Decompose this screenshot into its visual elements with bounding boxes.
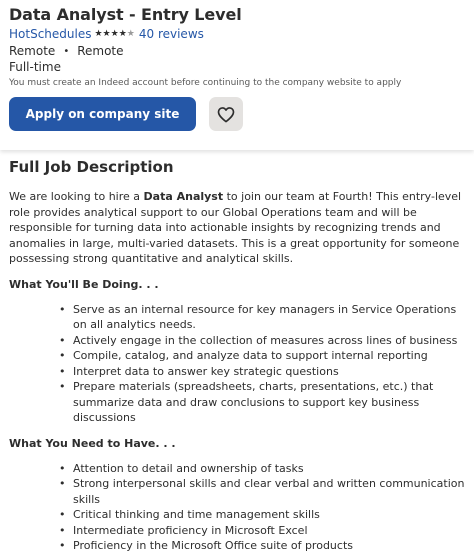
list-item: • Interpret data to answer key strategic questions: [59, 364, 467, 380]
star-icon: ★: [118, 29, 127, 39]
doing-heading: What You'll Be Doing. . .: [9, 277, 159, 291]
star-icon: ★: [94, 29, 103, 39]
apply-on-company-site-button[interactable]: Apply on company site: [9, 97, 196, 131]
location-primary: Remote: [9, 44, 56, 58]
reviews-link[interactable]: 40 reviews: [138, 27, 204, 41]
list-item: • Attention to detail and ownership of tasks: [59, 461, 467, 477]
heart-icon: [217, 106, 235, 123]
list-item: • Serve as an internal resource for key managers in Service Operations on all analytics needs.: [59, 302, 467, 333]
need-heading: What You Need to Have. . .: [9, 436, 176, 450]
list-item: • Proficiency in the Microsoft Office suite of products: [59, 538, 467, 554]
intro-text-start: We are looking to hire a: [9, 190, 144, 203]
company-row: [9, 27, 204, 41]
description-heading: Full Job Description: [9, 158, 174, 176]
star-icon: ★: [126, 29, 135, 39]
list-item: • Actively engage in the collection of measures across lines of business: [59, 333, 467, 349]
star-rating: [94, 28, 134, 40]
location-secondary: Remote: [77, 44, 124, 58]
company-link[interactable]: HotSchedules: [9, 27, 92, 41]
list-item: • Compile, catalog, and analyze data to support internal reporting: [59, 348, 467, 364]
list-item: • Critical thinking and time management skills: [59, 507, 467, 523]
job-header: [0, 0, 474, 150]
list-item: • Intermediate proficiency in Microsoft Excel: [59, 523, 467, 539]
doing-list: [9, 302, 467, 426]
need-list: [9, 461, 467, 554]
job-type: Full-time: [9, 60, 61, 74]
list-item: • Strong interpersonal skills and clear verbal and written communication skills: [59, 476, 467, 507]
apply-notice: You must create an Indeed account before continuing to the company website to apply: [9, 78, 402, 88]
star-icon: ★: [102, 29, 111, 39]
star-icon: ★: [110, 29, 119, 39]
list-item: • Prepare materials (spreadsheets, charts, presentations, etc.) that summarize data and draw conclusions to support key business discussions: [59, 379, 467, 426]
job-location: [9, 44, 124, 58]
location-separator: •: [63, 45, 70, 57]
description-intro: [9, 189, 467, 267]
intro-text-end: to join our team at Fourth! This entry-level role provides analytical support to our Global Operations team and will be responsible for turning data into actionable insights by recognizing trends and anomalies in large, multi-varied datasets. This is a great opportunity for someone possessing strong quantitative and analytical skills.: [9, 190, 462, 265]
save-job-button[interactable]: [209, 97, 243, 131]
job-title: Data Analyst - Entry Level: [9, 5, 242, 24]
job-description: [9, 158, 467, 554]
intro-role-name: Data Analyst: [143, 190, 224, 203]
